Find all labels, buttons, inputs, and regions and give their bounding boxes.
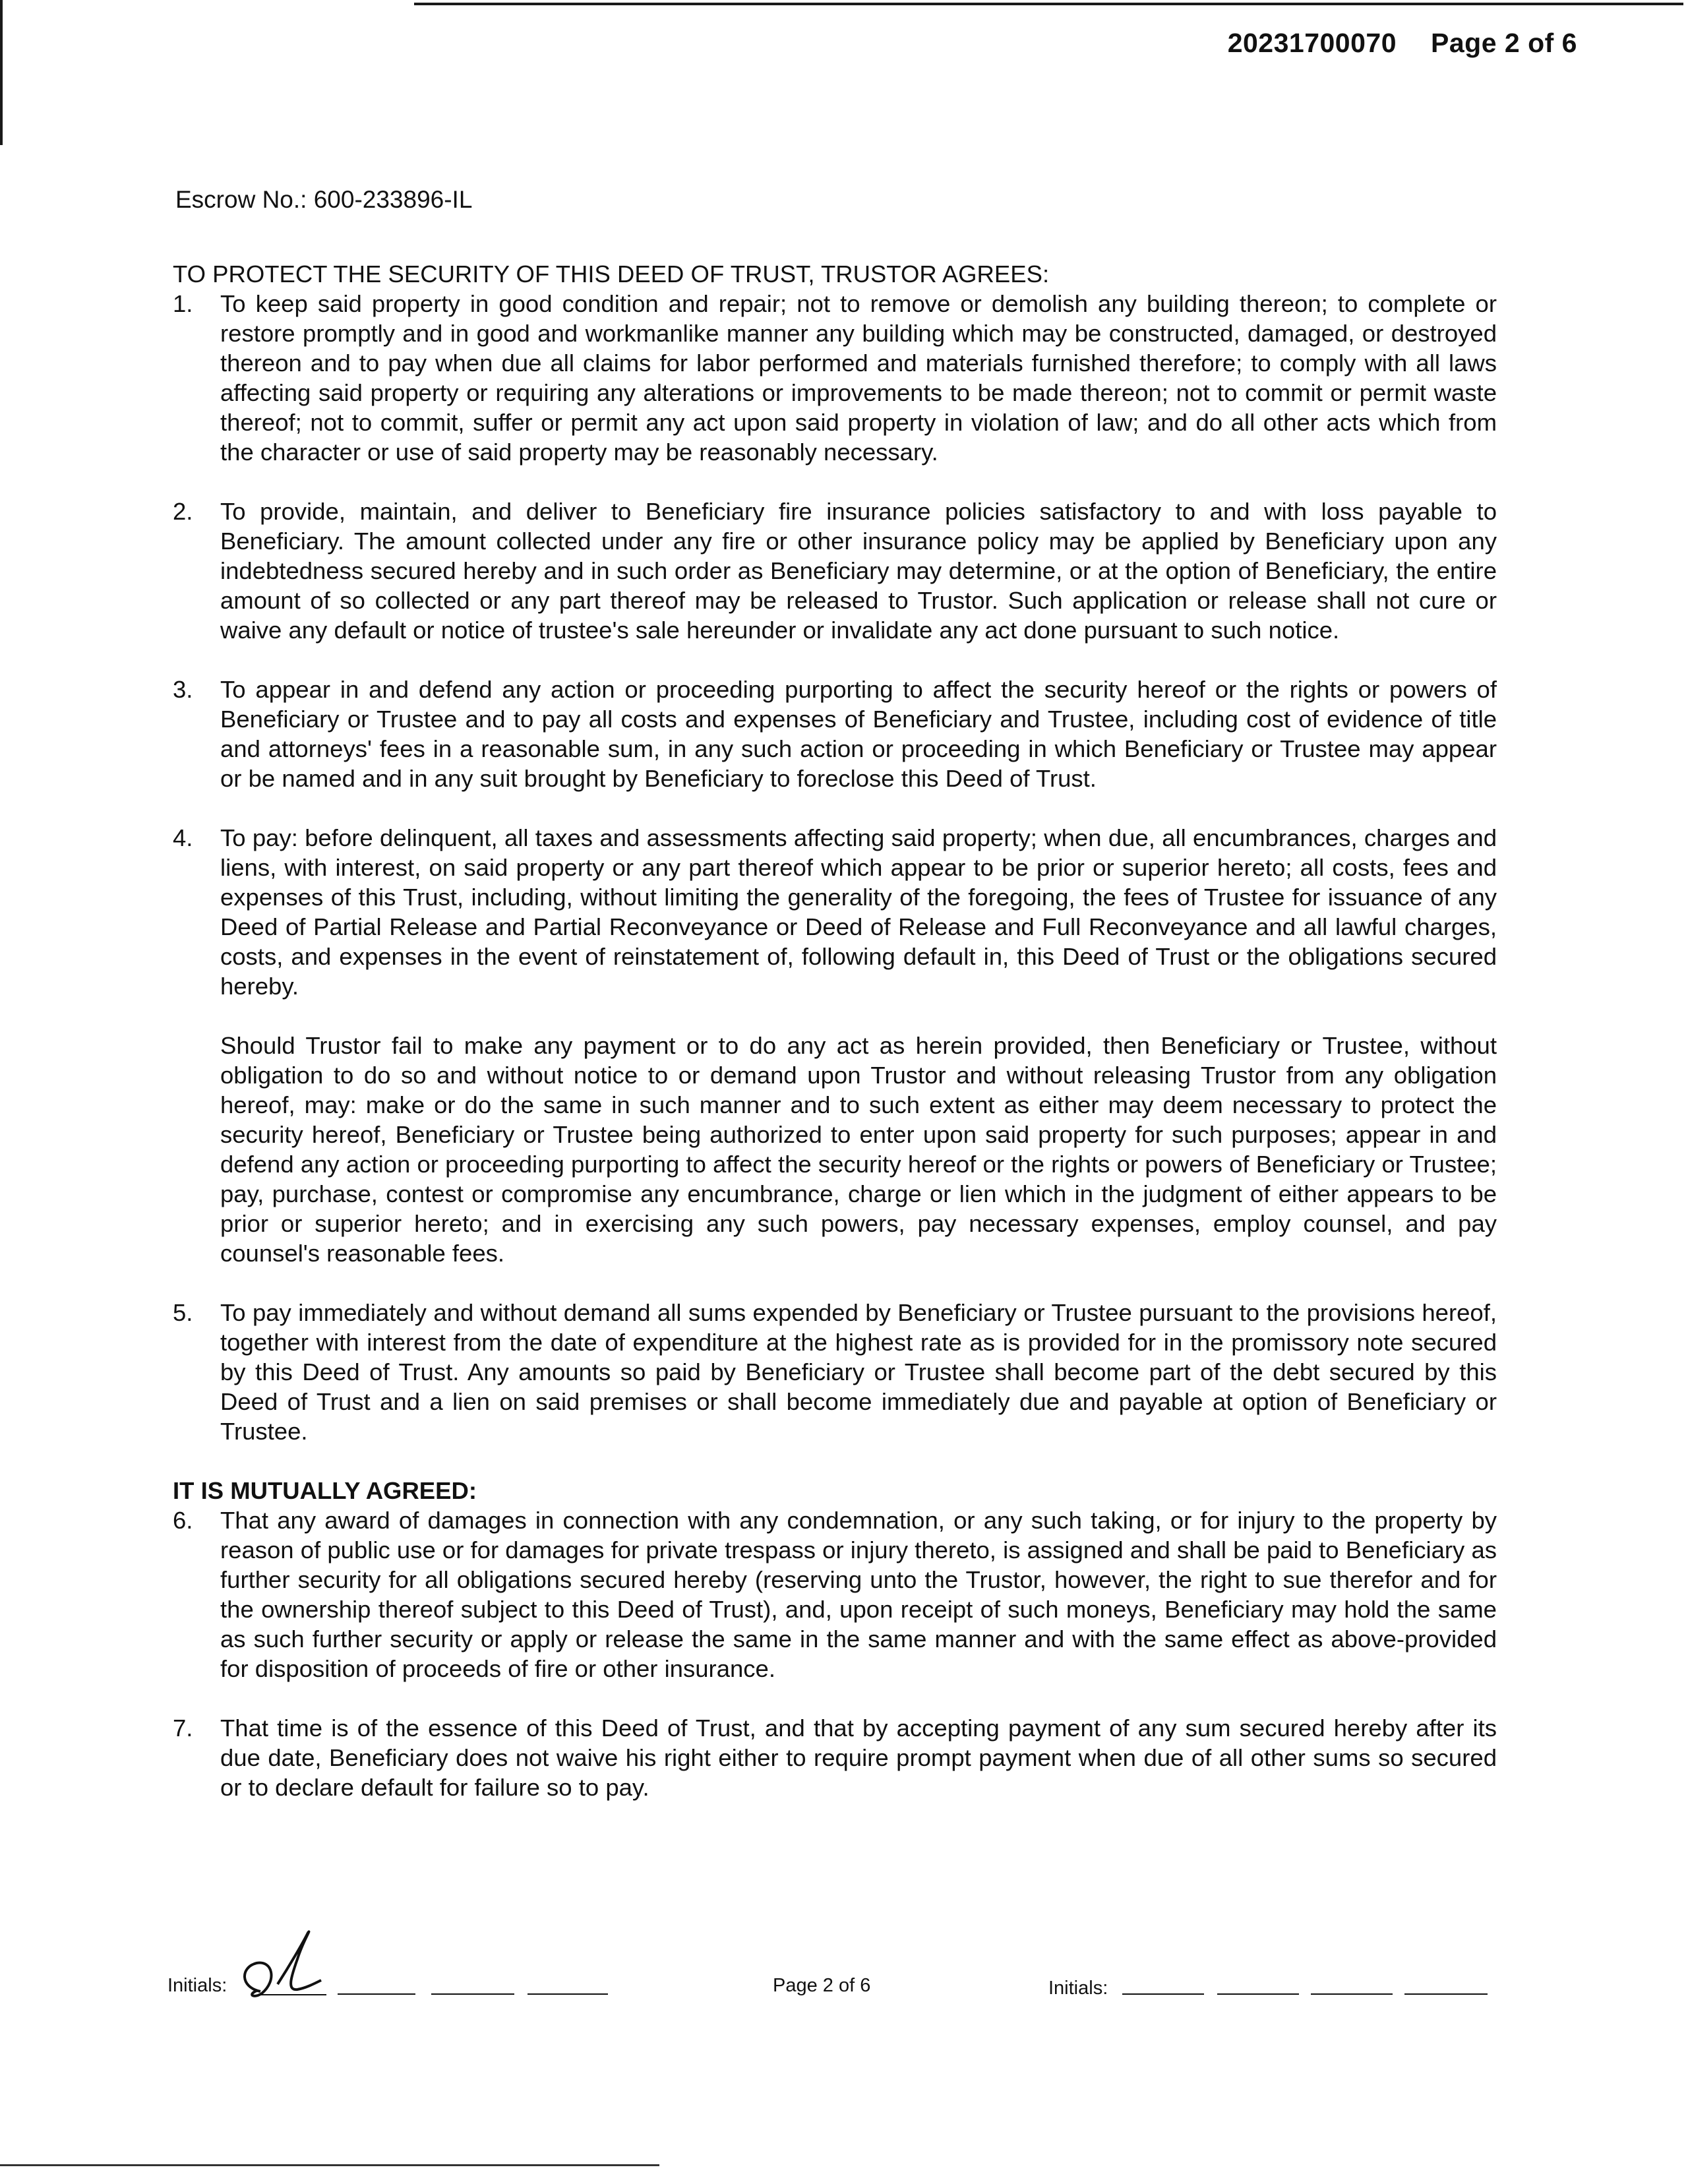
initials-signature: [234, 1929, 326, 2003]
paragraph-text: That any award of damages in connection with any condemnation, or any such taking, or for injury to the property by reason of public use or for damages for private trespass or injury thereto, is assigned and shall be paid to Beneficiary as further security for all obligations secured hereby (reserving unto the Trustor, however, the right to sue therefor and for the ownership thereof subject to this Deed of Trust), and, upon receipt of such moneys, Beneficiary may hold the same as such further security or apply or release the same in the same manner and with the same effect as above-provided for disposition of proceeds of fire or other insurance.: [220, 1507, 1497, 1682]
footer-page-label: Page 2 of 6: [773, 1975, 871, 1996]
initials-right: [1048, 1978, 1108, 1999]
initials-right-label: Initials:: [1048, 1978, 1108, 1999]
paragraph-text: To provide, maintain, and deliver to Beneficiary fire insurance policies satisfactory to and with loss payable to Beneficiary. The amount collected under any fire or other insurance policy may be applied by Beneficiary upon any indebtedness secured hereby and in such order as Beneficiary may determine, or at the option of Beneficiary, the entire amount of so collected or any part thereof may be released to Trustor. Such application or release shall not cure or waive any default or notice of trustee's sale hereunder or invalidate any act done pursuant to such notice.: [220, 498, 1497, 644]
numbered-paragraph: [173, 289, 1497, 467]
page-header: [1228, 28, 1577, 59]
document-number: 20231700070: [1227, 28, 1397, 58]
document-body: [173, 259, 1497, 1802]
page-footer: [0, 1929, 1688, 2008]
paragraph-number: 3.: [173, 676, 193, 703]
initials-left-label: Initials:: [167, 1975, 227, 1996]
section-heading-trustor-agrees: TO PROTECT THE SECURITY OF THIS DEED OF TRUST, TRUSTOR AGREES:: [173, 260, 1050, 288]
paragraph-text: That time is of the essence of this Deed of Trust, and that by accepting payment of any sum secured hereby after its due date, Beneficiary does not waive his right either to require prompt payment when due of all other sums so secured or to declare default for failure so to pay.: [220, 1714, 1497, 1801]
escrow-number: Escrow No.: 600-233896-IL: [175, 186, 473, 213]
paragraph-body: [220, 289, 1497, 467]
paragraph-body: [220, 823, 1497, 1268]
initials-left: [167, 1975, 227, 1997]
paragraph-number: 2.: [173, 498, 193, 525]
paragraph-number: 7.: [173, 1714, 193, 1742]
paragraph-number: 1.: [173, 290, 193, 317]
paragraph-text: To keep said property in good condition and repair; not to remove or demolish any building thereon; to complete or restore promptly and in good and workmanlike manner any building which may be constructed, damaged, or destroyed thereon and to pay when due all claims for labor performed and materials furnished therefore; to comply with all laws affecting said property or requiring any alterations or improvements to be made thereon; not to commit or permit waste thereof; not to commit, suffer or permit any act upon said property in violation of law; and do all other acts which from the character or use of said property may be reasonably necessary.: [220, 290, 1497, 466]
numbered-paragraph: [173, 675, 1497, 793]
initials-blank-right-4: [1404, 1993, 1488, 1995]
paragraph-text: To pay immediately and without demand all sums expended by Beneficiary or Trustee pursuant to the provisions hereof, together with interest from the date of expenditure at the highest rate as is provided for in the promissory note secured by this Deed of Trust. Any amounts so paid by Beneficiary or Trustee shall become part of the debt secured by this Deed of Trust and a lien on said premises or shall become immediately due and payable at option of Beneficiary or Trustee.: [220, 1299, 1497, 1445]
paragraph-body: [220, 1713, 1497, 1802]
paragraph-text: To pay: before delinquent, all taxes and assessments affecting said property; when due, all encumbrances, charges and liens, with interest, on said property or any part thereof which appear to be prior or superior hereto; all costs, fees and expenses of this Trust, including, without limiting the generality of the foregoing, the fees of Trustee for issuance of any Deed of Partial Release and Partial Reconveyance or Deed of Release and Full Reconveyance and all lawful charges, costs, and expenses in the event of reinstatement of, following default in, this Deed of Trust or the obligations secured hereby.: [220, 824, 1497, 1000]
paragraph-body: [220, 1505, 1497, 1684]
initials-blank-right-1: [1122, 1993, 1204, 1995]
paragraph-body: [220, 675, 1497, 793]
initials-blank-right-2: [1217, 1993, 1299, 1995]
initials-blank-left-2: [338, 1993, 415, 1995]
numbered-paragraph: [173, 1505, 1497, 1684]
header-page-label: Page 2 of 6: [1431, 28, 1577, 58]
initials-blank-right-3: [1311, 1993, 1393, 1995]
mutual-agreements-list: [173, 1505, 1497, 1802]
scan-edge-bottom: [0, 2164, 659, 2166]
trustor-agreements-list: [173, 289, 1497, 1446]
initials-blank-left-4: [528, 1993, 608, 1995]
scan-edge-top: [414, 3, 1683, 5]
paragraph-number: 4.: [173, 824, 193, 851]
paragraph-text: Should Trustor fail to make any payment or to do any act as herein provided, then Beneficiary or Trustee, without obligation to do so and without notice to or demand upon Trustor and without releasing Trustor from any obligation hereof, may: make or do the same in such manner and to such extent as either may deem necessary to protect the security hereof, Beneficiary or Trustee being authorized to enter upon said property for such purposes; appear in and defend any action or proceeding purporting to affect the security hereof or the rights or powers of Beneficiary or Trustee; pay, purchase, contest or compromise any encumbrance, charge or lien which in the judgment of either appears to be prior or superior hereto; and in exercising any such powers, pay necessary expenses, employ counsel, and pay counsel's reasonable fees.: [220, 1032, 1497, 1267]
numbered-paragraph: [173, 1298, 1497, 1446]
paragraph-body: [220, 1298, 1497, 1446]
paragraph-text: To appear in and defend any action or proceeding purporting to affect the security hereof or the rights or powers of Beneficiary or Trustee and to pay all costs and expenses of Beneficiary and Trustee, including cost of evidence of title and attorneys' fees in a reasonable sum, in any such action or proceeding in which Beneficiary or Trustee may appear or be named and in any suit brought by Beneficiary to foreclose this Deed of Trust.: [220, 676, 1497, 792]
paragraph-body: [220, 497, 1497, 645]
scan-edge-left: [0, 0, 3, 145]
paragraph-number: 6.: [173, 1507, 193, 1534]
paragraph-number: 5.: [173, 1299, 193, 1326]
numbered-paragraph: [173, 823, 1497, 1268]
section-heading-mutually-agreed: IT IS MUTUALLY AGREED:: [173, 1477, 477, 1504]
initials-blank-left-3: [431, 1993, 514, 1995]
numbered-paragraph: [173, 497, 1497, 645]
numbered-paragraph: [173, 1713, 1497, 1802]
